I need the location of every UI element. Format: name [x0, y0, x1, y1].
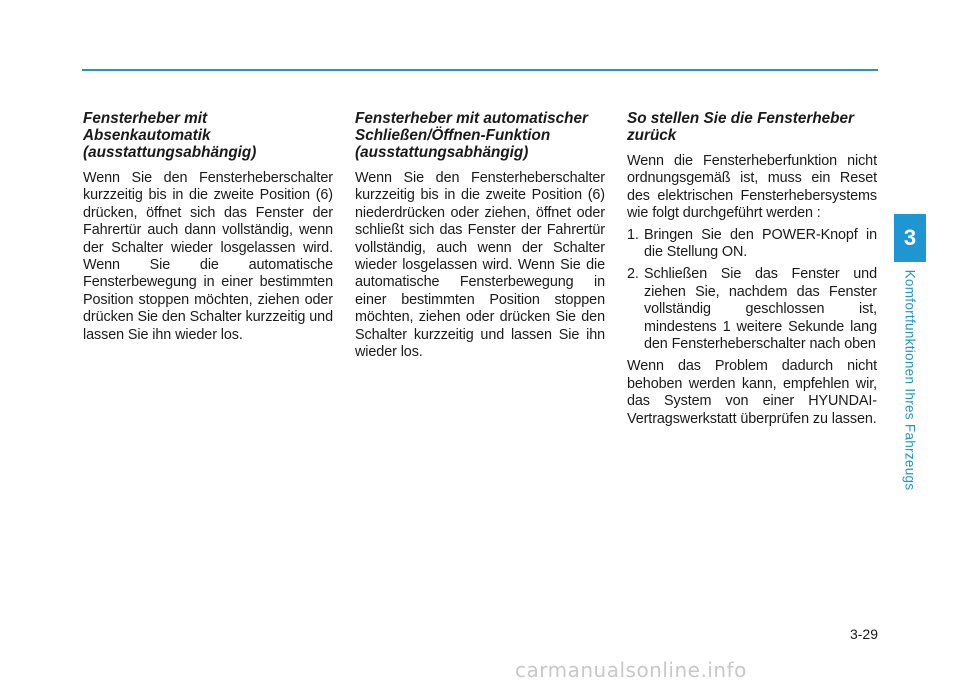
step-text: Schließen Sie das Fenster und ziehen Sie, nachdem das Fenster vollständig geschlossen ist, mindestens 1 weitere Sekunde lang den Fensterheberschalter nach oben — [644, 266, 877, 353]
column-automatic-close-open — [355, 110, 605, 365]
heading-line: Fensterheber mit automatischer — [355, 110, 588, 127]
heading-line: (ausstattungsabhängig) — [355, 144, 529, 161]
heading-line: (ausstattungsabhängig) — [83, 144, 257, 161]
page-number: 3-29 — [849, 626, 878, 642]
heading-line: Absenkautomatik — [83, 127, 211, 144]
list-item — [627, 227, 877, 262]
body-paragraph: Wenn Sie den Fensterheberschalter kurzzeitig bis in die zweite Position (6) niederdrücken oder ziehen, öffnet oder schließt sich das Fenster der Fahrertür vollständig, auch wenn der Schalter wieder losgelassen wird. Wenn Sie die automatische Fensterbewegung in einer bestimmten Position stoppen möchten, ziehen oder drücken Sie den Schalter kurzzeitig und lassen Sie ihn wieder los. — [355, 170, 605, 361]
section-heading — [355, 110, 605, 161]
outro-paragraph: Wenn das Problem dadurch nicht behoben werden kann, empfehlen wir, das System von einer HYUNDAI-Vertragswerkstatt überprüfen zu lassen. — [627, 358, 877, 427]
chapter-number-tab: 3 — [894, 214, 926, 262]
column-absenkautomatik — [83, 110, 333, 348]
heading-line: Schließen/Öffnen-Funktion — [355, 127, 551, 144]
heading-line: zurück — [627, 127, 677, 144]
section-heading — [627, 110, 877, 144]
reset-steps-list — [627, 227, 877, 354]
step-text: Bringen Sie den POWER-Knopf in die Stellung ON. — [644, 226, 877, 261]
intro-paragraph: Wenn die Fensterheberfunktion nicht ordnungsgemäß ist, muss ein Reset des elektrischen Fensterhebersystems wie folgt durchgeführt werden : — [627, 153, 877, 222]
section-heading — [83, 110, 333, 161]
step-number: 2. — [627, 266, 639, 283]
heading-line: Fensterheber mit — [83, 110, 208, 127]
heading-line: So stellen Sie die Fensterheber — [627, 110, 854, 127]
list-item — [627, 266, 877, 353]
step-number: 1. — [627, 226, 639, 243]
column-reset — [627, 110, 877, 432]
top-rule — [82, 69, 878, 71]
chapter-title: Komfortfunktionen Ihres Fahrzeugs — [902, 269, 918, 491]
body-paragraph: Wenn Sie den Fensterheberschalter kurzzeitig bis in die zweite Position (6) drücken, öffnet sich das Fenster der Fahrertür auch dann vollständig, wenn der Schalter wieder losgelassen wird. Wenn Sie die automatische Fensterbewegung in einer bestimmten Position stoppen möchten, ziehen oder drücken Sie den Schalter kurzzeitig und lassen Sie ihn wieder los. — [83, 170, 333, 343]
watermark: carmanualsonline.info — [515, 658, 747, 682]
